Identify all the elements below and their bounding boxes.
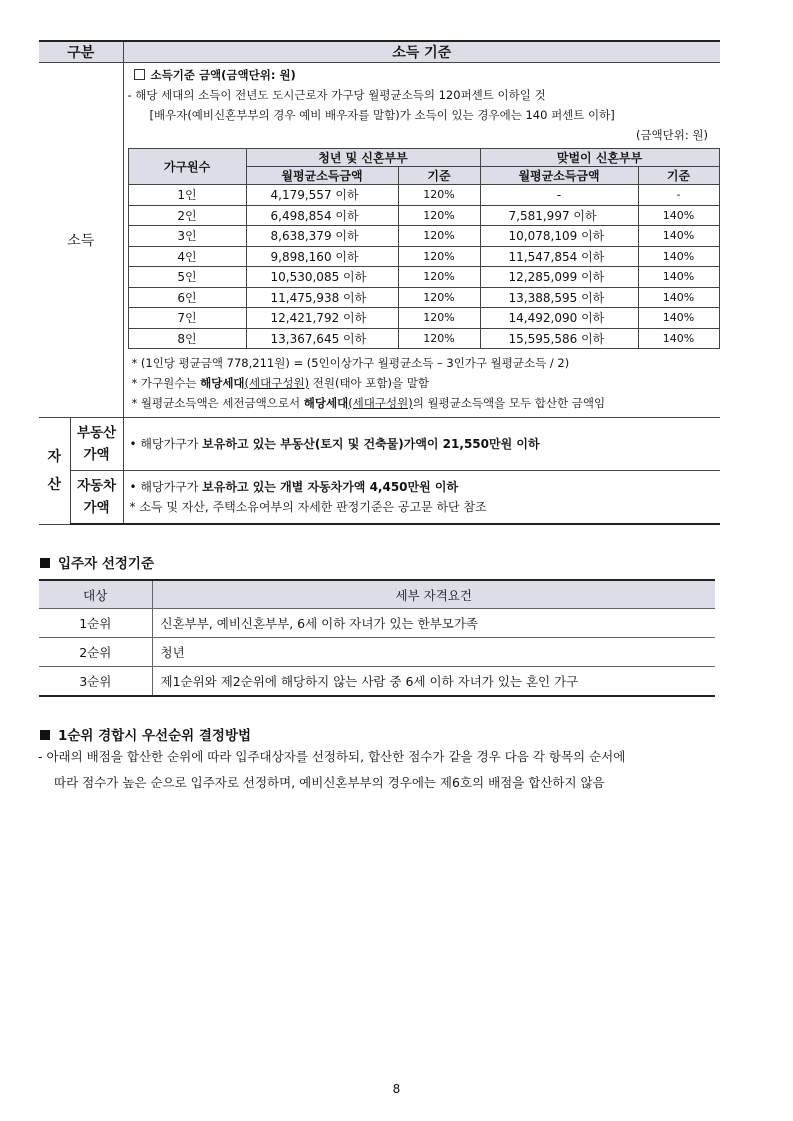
rank: 1순위 [39, 609, 152, 638]
table-row [128, 287, 719, 308]
priority-line-1: - 아래의 배점을 합산한 순위에 따라 입주대상자를 선정하되, 합산한 점수가 같을 경우 다음 각 항목의 순서에 [38, 749, 626, 764]
dual-standard: 140% [638, 287, 719, 308]
selection-title: 입주자 선정기준 [40, 552, 154, 572]
table-row [39, 638, 715, 667]
dual-standard: 140% [638, 308, 719, 329]
household-size: 4인 [128, 246, 246, 267]
asset-label: 자 산 [39, 418, 70, 525]
col-household: 가구원수 [128, 149, 246, 185]
dual-amount: 14,492,090 이하 [480, 308, 638, 329]
youth-amount: 8,638,379 이하 [246, 226, 398, 247]
youth-standard: 120% [398, 185, 480, 206]
youth-standard: 120% [398, 308, 480, 329]
header-criteria: 소득 기준 [123, 41, 720, 63]
rank-detail: 신혼부부, 예비신혼부부, 6세 이하 자녀가 있는 한부모가족 [152, 609, 715, 638]
dual-amount: 15,595,586 이하 [480, 328, 638, 349]
dual-amount: 7,581,997 이하 [480, 205, 638, 226]
youth-standard: 120% [398, 226, 480, 247]
group-youth: 청년 및 신혼부부 [246, 149, 480, 167]
table-row [39, 667, 715, 697]
col-standard-dual: 기준 [638, 167, 719, 185]
checkbox-icon [134, 69, 145, 80]
col-standard-youth: 기준 [398, 167, 480, 185]
realestate-label: 부동산 가액 [70, 418, 123, 471]
youth-standard: 120% [398, 267, 480, 288]
dual-standard: - [638, 185, 719, 206]
table-row [128, 328, 719, 349]
rank: 3순위 [39, 667, 152, 697]
table-row [128, 267, 719, 288]
dual-amount: 13,388,595 이하 [480, 287, 638, 308]
note-household: * 가구원수는 해당세대(세대구성원) 전원(태아 포함)을 말함 [131, 376, 429, 390]
rank-detail: 청년 [152, 638, 715, 667]
youth-amount: 13,367,645 이하 [246, 328, 398, 349]
household-size: 3인 [128, 226, 246, 247]
income-title-line: 소득기준 금액(금액단위: 원) [128, 65, 715, 85]
youth-amount: 4,179,557 이하 [246, 185, 398, 206]
unit-note: (금액단위: 원) [635, 128, 708, 142]
dual-standard: 140% [638, 267, 719, 288]
car-criteria: • 해당가구가 보유하고 있는 개별 자동차가액 4,450만원 이하 * 소득 및 자산, 주택소유여부의 자세한 판정기준은 공고문 하단 참조 [123, 471, 720, 525]
note-per-person: * (1인당 평균금액 778,211원) = (5인이상가구 월평균소득 – 3인가구 월평균소득 / 2) [131, 356, 570, 370]
household-size: 5인 [128, 267, 246, 288]
priority-title: 1순위 경합시 우선순위 결정방법 [40, 724, 251, 744]
income-criteria-cell [123, 63, 720, 418]
dual-amount: - [480, 185, 638, 206]
detail-note: * 소득 및 자산, 주택소유여부의 자세한 판정기준은 공고문 하단 참조 [129, 500, 487, 514]
income-label: 소득 [39, 63, 123, 418]
household-size: 6인 [128, 287, 246, 308]
dual-standard: 140% [638, 205, 719, 226]
table-row [128, 185, 719, 206]
household-size: 1인 [128, 185, 246, 206]
youth-standard: 120% [398, 328, 480, 349]
income-rule-line: - 해당 세대의 소득이 전년도 도시근로자 가구당 월평균소득의 120퍼센트 이하일 것 [127, 88, 546, 102]
realestate-criteria: • 해당가구가 보유하고 있는 부동산(토지 및 건축물)가액이 21,550만원 이하 [123, 418, 720, 471]
youth-amount: 9,898,160 이하 [246, 246, 398, 267]
table-row [39, 609, 715, 638]
youth-amount: 11,475,938 이하 [246, 287, 398, 308]
rank-detail: 제1순위와 제2순위에 해당하지 않는 사람 중 6세 이하 자녀가 있는 혼인 가구 [152, 667, 715, 697]
household-size: 7인 [128, 308, 246, 329]
col-target: 대상 [39, 580, 152, 609]
col-detail: 세부 자격요건 [152, 580, 715, 609]
dual-amount: 10,078,109 이하 [480, 226, 638, 247]
household-size: 8인 [128, 328, 246, 349]
dual-amount: 11,547,854 이하 [480, 246, 638, 267]
square-bullet-icon [40, 730, 50, 740]
table-row [128, 205, 719, 226]
household-size: 2인 [128, 205, 246, 226]
col-amount-dual: 월평균소득금액 [480, 167, 638, 185]
rank: 2순위 [39, 638, 152, 667]
table-row [128, 246, 719, 267]
car-label: 자동차 가액 [70, 471, 123, 525]
youth-standard: 120% [398, 246, 480, 267]
table-row [128, 226, 719, 247]
income-threshold-table [128, 148, 720, 349]
priority-line-2: 따라 점수가 높은 순으로 입주자로 선정하며, 예비신혼부부의 경우에는 제6호의 배점을 합산하지 않음 [54, 775, 605, 790]
note-monthly-income: * 월평균소득액은 세전금액으로서 해당세대(세대구성원)의 월평균소득액을 모두 합산한 금액임 [131, 396, 606, 410]
income-spouse-line: [배우자(예비신혼부부의 경우 예비 배우자를 말함)가 소득이 있는 경우에는 140 퍼센트 이하] [149, 108, 615, 122]
dual-standard: 140% [638, 226, 719, 247]
group-dual: 맞벌이 신혼부부 [480, 149, 719, 167]
square-bullet-icon [40, 558, 50, 568]
dual-standard: 140% [638, 328, 719, 349]
table-row [128, 308, 719, 329]
col-amount-youth: 월평균소득금액 [246, 167, 398, 185]
youth-amount: 12,421,792 이하 [246, 308, 398, 329]
dual-standard: 140% [638, 246, 719, 267]
youth-standard: 120% [398, 287, 480, 308]
dual-amount: 12,285,099 이하 [480, 267, 638, 288]
income-asset-table [39, 40, 720, 525]
selection-table [39, 579, 715, 697]
youth-amount: 6,498,854 이하 [246, 205, 398, 226]
page-number: 8 [392, 1082, 401, 1096]
youth-amount: 10,530,085 이하 [246, 267, 398, 288]
youth-standard: 120% [398, 205, 480, 226]
header-category: 구분 [39, 41, 123, 63]
